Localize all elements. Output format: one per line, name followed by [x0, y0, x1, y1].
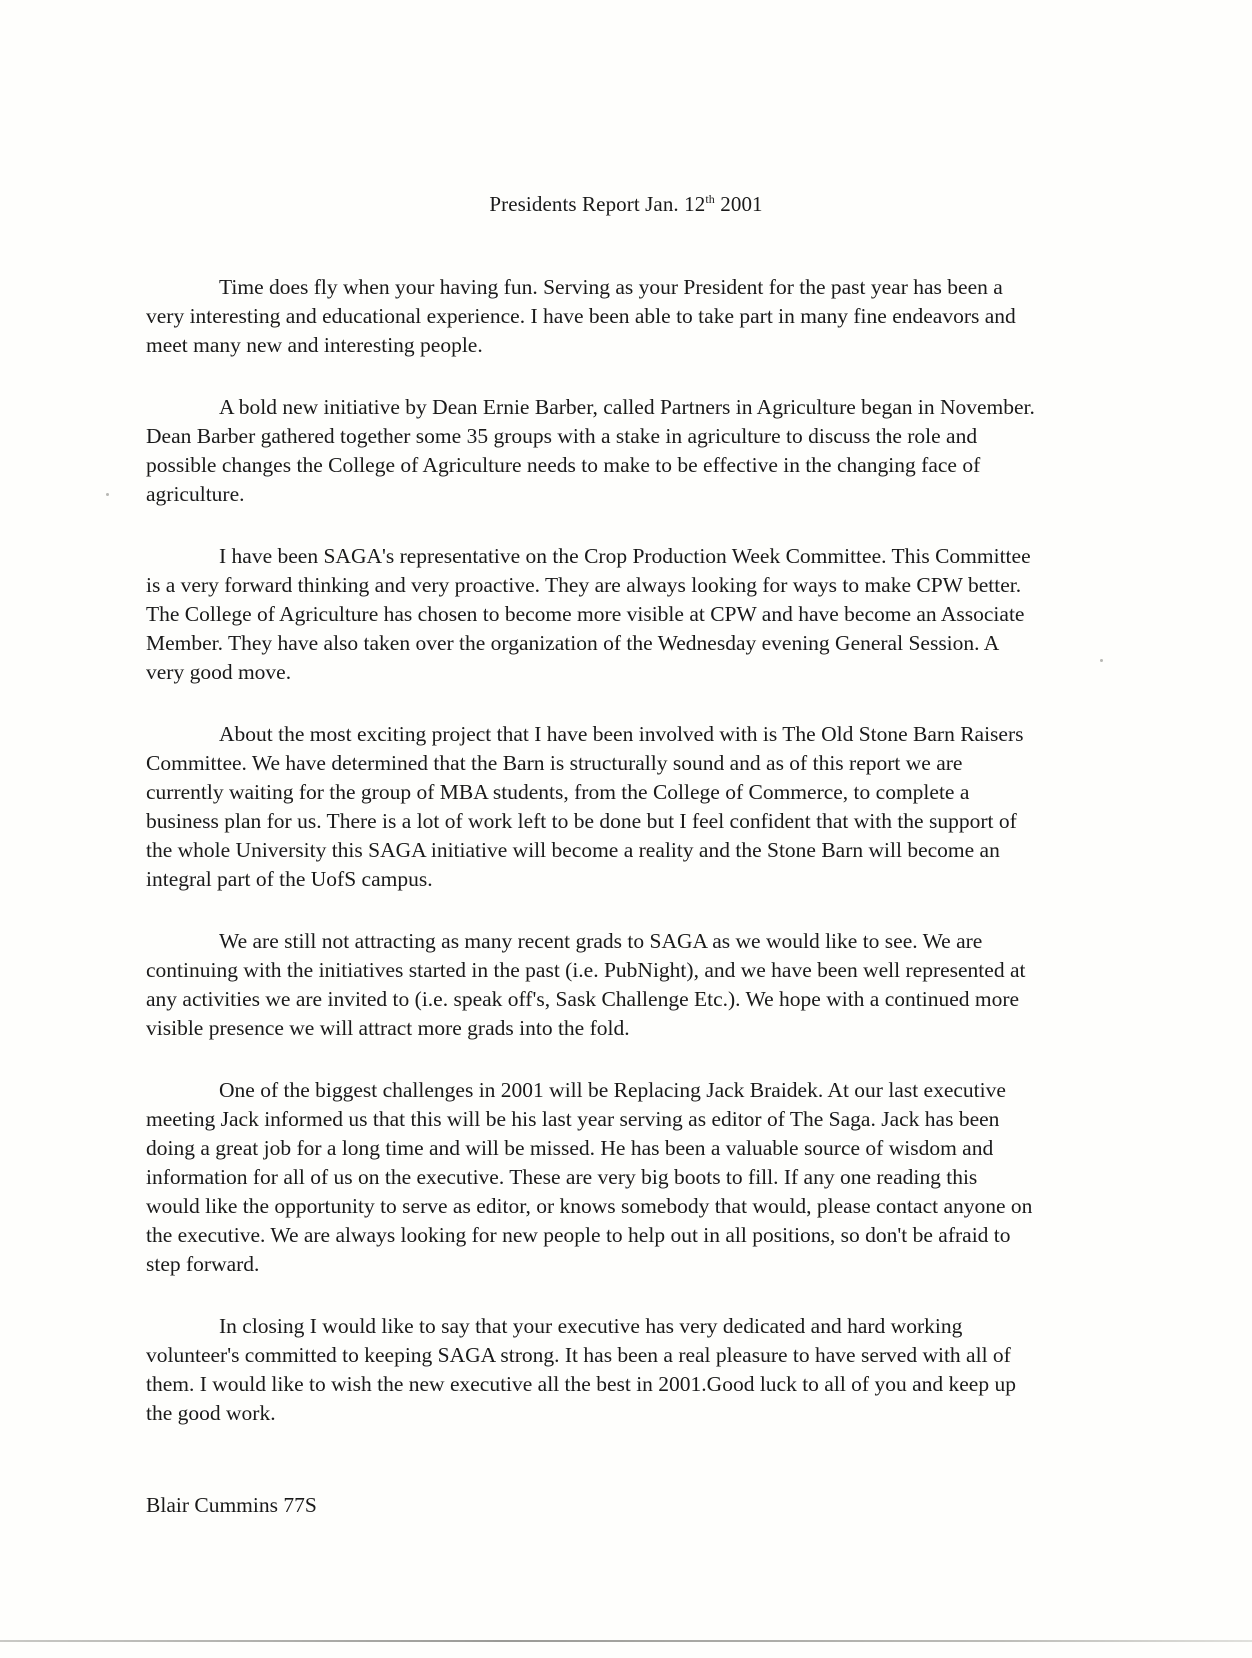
title-text: Presidents Report Jan. 12 — [489, 192, 706, 216]
paragraph-6: One of the biggest challenges in 2001 will be Replacing Jack Braidek. At our last executive meeting Jack informed us that this will be his last year serving as editor of The Saga. Jack has been doing a great job for a long time and will be missed. He has been a valuable source of wisdom and information for all of us on the executive. These are very big boots to fill. If any one reading this would like the opportunity to serve as editor, or knows somebody that would, please contact anyone on the executive. We are always looking for new people to help out in all positions, so don't be afraid to step forward. — [146, 1078, 1033, 1276]
scan-speck — [106, 493, 109, 496]
scan-edge-line — [0, 1640, 1252, 1642]
title-superscript: th — [705, 192, 715, 206]
paragraph-4: About the most exciting project that I have been involved with is The Old Stone Barn Raisers Committee. We have determined that the Barn is structurally sound and as of this report we are currently waiting for the group of MBA students, from the College of Commerce, to complete a business plan for us. There is a lot of work left to be done but I feel confident that with the support of the whole University this SAGA initiative will become a reality and the Stone Barn will become an integral part of the UofS campus. — [146, 722, 1024, 891]
paragraph-3: I have been SAGA's representative on the Crop Production Week Committee. This Committee is a very forward thinking and very proactive. They are always looking for ways to make CPW better. The College of Agriculture has chosen to become more visible at CPW and have become an Associate Member. They have also taken over the organization of the Wednesday evening General Session. A very good move. — [146, 544, 1031, 684]
paragraph-7: In closing I would like to say that your executive has very dedicated and hard working volunteer's committed to keeping SAGA strong. It has been a real pleasure to have served with all of them. I would like to wish the new executive all the best in 2001.Good luck to all of you and keep up the good work. — [146, 1314, 1016, 1425]
scan-speck — [1100, 659, 1103, 662]
paragraph-2: A bold new initiative by Dean Ernie Barber, called Partners in Agriculture began in November. Dean Barber gathered together some 35 groups with a stake in agriculture to discuss the role and possible changes the College of Agriculture needs to make to be effective in the changing face of agriculture. — [146, 395, 1035, 506]
signature-line: Blair Cummins 77S — [146, 1493, 317, 1517]
report-body — [146, 273, 1036, 1461]
paragraph-5: We are still not attracting as many recent grads to SAGA as we would like to see. We are continuing with the initiatives started in the past (i.e. PubNight), and we have been well represented at any activities we are invited to (i.e. speak off's, Sask Challenge Etc.). We hope with a continued more visible presence we will attract more grads into the fold. — [146, 929, 1026, 1040]
paragraph-1: Time does fly when your having fun. Serving as your President for the past year has been a very interesting and educational experience. I have been able to take part in many fine endeavors and meet many new and interesting people. — [146, 275, 1016, 357]
title-year: 2001 — [714, 192, 763, 216]
report-title — [0, 192, 1252, 217]
